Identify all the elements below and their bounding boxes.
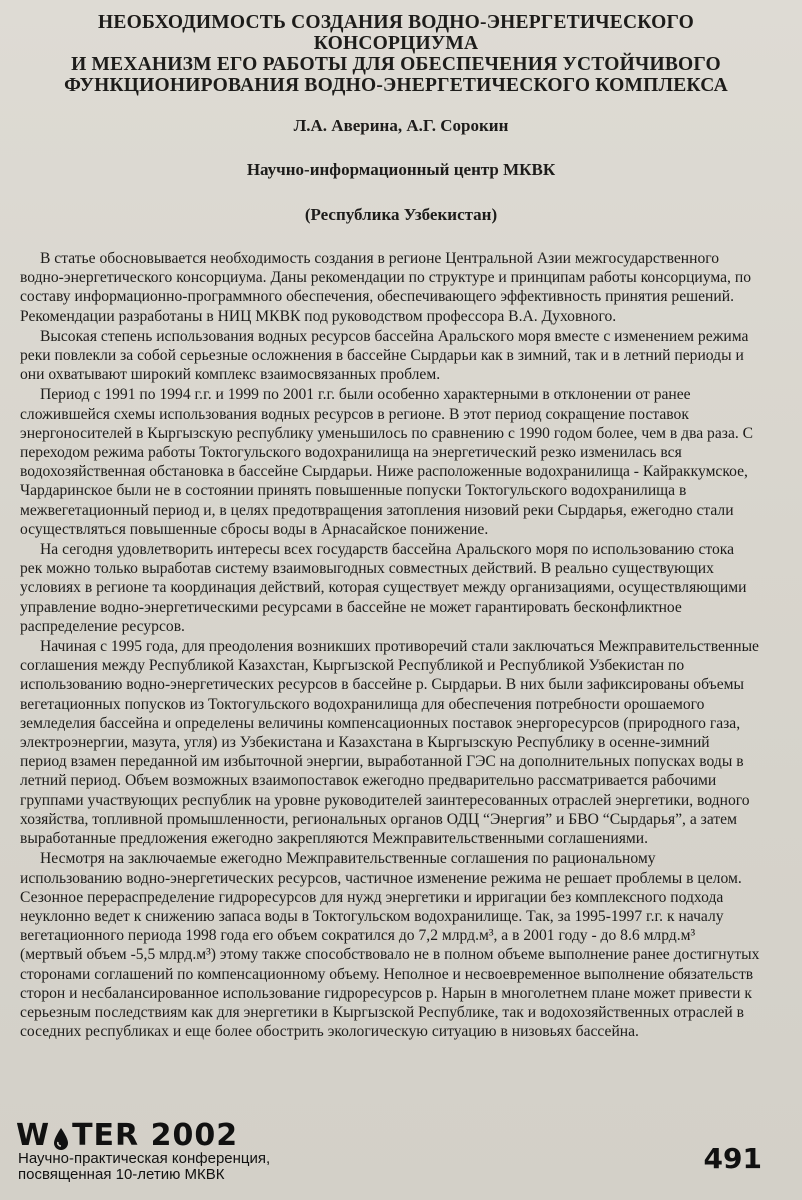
conference-subtitle — [18, 1151, 270, 1183]
article-title — [20, 12, 772, 96]
conference-line-1: Научно-практическая конференция, — [18, 1150, 271, 1167]
title-line-1: НЕОБХОДИМОСТЬ СОЗДАНИЯ ВОДНО-ЭНЕРГЕТИЧЕСКОГО КОНСОРЦИУМА — [98, 12, 694, 54]
paragraph-1: В статье обосновывается необходимость создания в регионе Центральной Азии межгосударственного водно-энергетического консорциума. Даны рекомендации по структуре и принципам работы консорциума, по составу информационно-программного обеспечения, обеспечивающего эффективность принятия решений. Рекомендации разработаны в НИЦ МКВК под руководством профессора В.А. Духовного. — [20, 250, 751, 325]
title-line-2: И МЕХАНИЗМ ЕГО РАБОТЫ ДЛЯ ОБЕСПЕЧЕНИЯ УСТОЙЧИВОГО — [71, 54, 721, 75]
paragraph-6: Несмотря на заключаемые ежегодно Межправительственные соглашения по рациональному использованию водно-энергетических ресурсов, частичное изменение режима не решает проблемы в целом. Сезонное перераспределение гидроресурсов для нужд энергетики и ирригации без комплексного подхода неуклонно ведет к снижению запаса воды в Токтогульском водохранилище. Так, за 1995-1997 г.г. к началу вегетационного периода 1998 года его объем сократился до 7,2 млрд.м³, а в 2001 году - до 8.6 млрд.м³ (мертвый объем -5,5 млрд.м³) этому также способствовало не в полном объеме выполнение ранее достигнутых сторонами соглашений по компенсационному объему. Неполное и несвоевременное выполнение обязательств сторон и несбалансированное использование гидроресурсов р. Нарын в многолетнем плане может привести к серьезным последствиям как для энергетики в Кыргызской Республике, так и водохозяйственных отраслей в соседних республиках и еще более обострить экологическую ситуацию в низовьях бассейна. — [20, 850, 760, 1041]
paragraph-5: Начиная с 1995 года, для преодоления возникших противоречий стали заключаться Межправительственные соглашения между Республикой Казахстан, Кыргызской Республикой и Республикой Узбекистан по использованию водно-энергетических ресурсов в бассейне р. Сырдарьи. В них были зафиксированы объемы вегетационных попусков из Токтогульского водохранилища для обеспечения потребности орошаемого земледелия бассейна и определены величины компенсационных поставок энергоресурсов (природного газа, электроэнергии, мазута, угля) из Узбекистана и Казахстана в Кыргызскую Республику в осенне-зимний период взамен переданной им избыточной энергии, выработанной ГЭС на дополнительных попусках воды в летний период. Объем возможных взаимопоставок ежегодно предварительно рассматривается рабочими группами участвующих республик на уровне руководителей заинтересованных отраслей энергетики, водного хозяйства, топливной промышленности, региональных органов ОДЦ “Энергия” и БВО “Сырдарья”, а затем выработанные предложения ежегодно закрепляются Межправительственными соглашениями. — [20, 638, 759, 848]
paragraph-3: Период с 1991 по 1994 г.г. и 1999 по 2001 г.г. были особенно характерными в отклонении от ранее сложившейся схемы использования водных ресурсов в регионе. В этот период сокращение поставок энергоносителей в Кыргызскую республику уменьшилось по сравнению с 1990 годом более, чем в два раза. С переходом режима работы Токтогульского водохранилища на энергетический резко изменилась вся водохозяйственная обстановка в бассейне Сырдарьи. Ниже расположенные водохранилища - Кайраккумское, Чардаринское были не в состоянии принять повышенные попуски Токтогульского водохранилища в межвегетационный период и, в целях предотвращения затопления низовий реки Сырдарья, ежегодно стали осуществляться повышенные сбросы воды в Арнасайское понижение. — [20, 386, 754, 538]
article-body — [20, 249, 760, 1042]
page-number: 491 — [703, 1142, 762, 1175]
country: (Республика Узбекистан) — [304, 205, 498, 224]
paragraph-2: Высокая степень использования водных ресурсов бассейна Аральского моря вместе с изменением режима реки повлекли за собой серьезные осложнения в бассейне Сырдарьи как в зимний, так и в летний периоды и они охватывают широкий комплекс взаимосвязанных проблем. — [20, 327, 749, 384]
title-line-3: ФУНКЦИОНИРОВАНИЯ ВОДНО-ЭНЕРГЕТИЧЕСКОГО КОМПЛЕКСА — [64, 75, 728, 96]
logo-suffix: TER 2002 — [72, 1118, 239, 1153]
logo-prefix: W — [16, 1118, 51, 1153]
conference-line-2: посвященная 10-летию МКВК — [18, 1166, 225, 1183]
water-drop-icon — [52, 1124, 70, 1148]
water-2002-logo — [16, 1118, 238, 1153]
paragraph-4: На сегодня удовлетворить интересы всех государств бассейна Аральского моря по использованию стока рек можно только выработав систему взаимовыгодных совместных действий. В реально существующих условиях в регионе та координация действий, которая существует между организациями, осуществляющими управление водно-энергетическими ресурсами в бассейне не может гарантировать бесконфликтное распределение ресурсов. — [20, 541, 747, 635]
affiliation: Научно-информационный центр МКВК — [246, 160, 556, 179]
authors: Л.А. Аверина, А.Г. Сорокин — [293, 116, 509, 135]
